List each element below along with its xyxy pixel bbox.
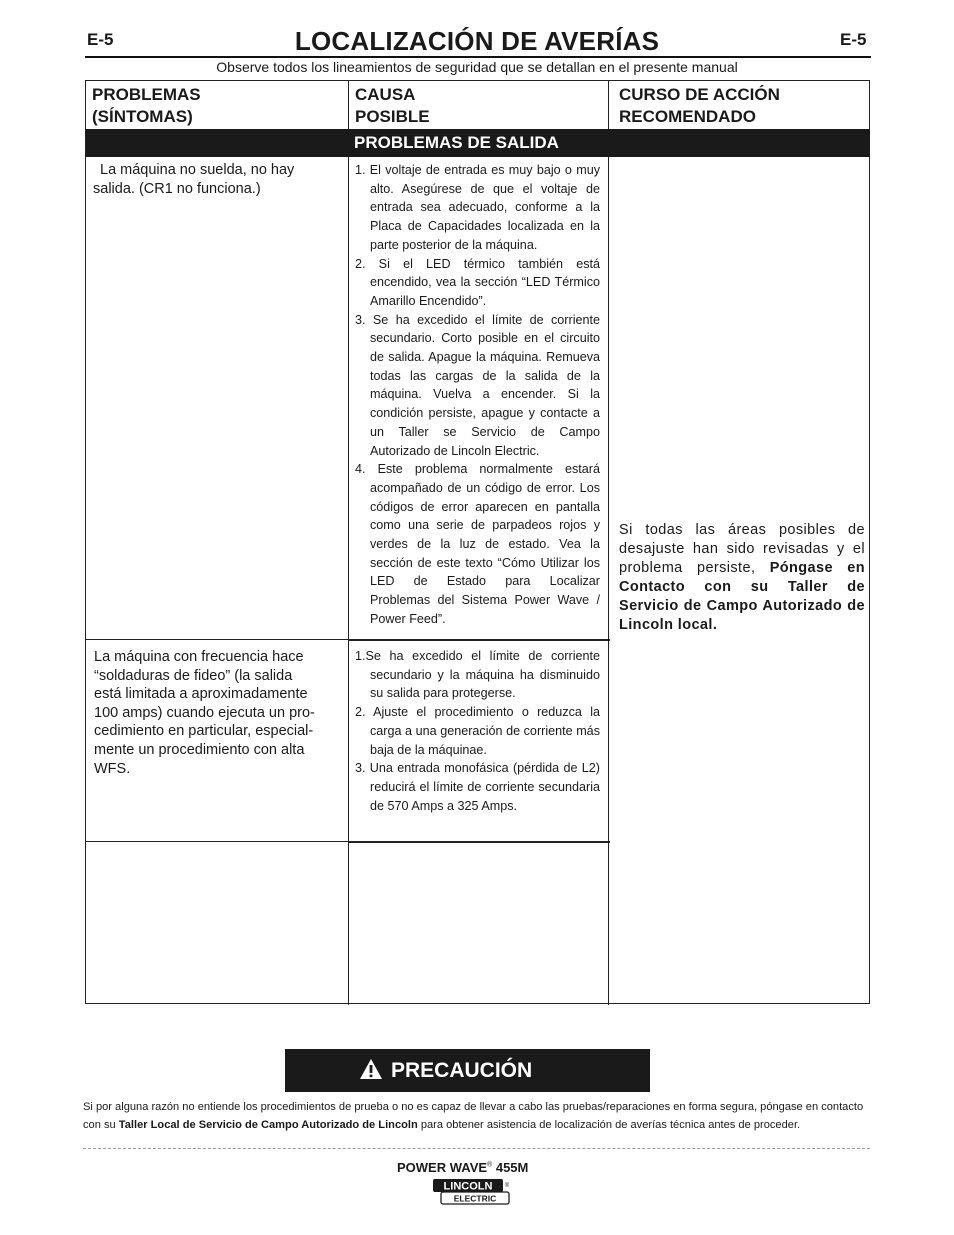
row-2-symptom-line: WFS. xyxy=(94,760,131,777)
row-2-symptom-line: mente un procedimiento con alta xyxy=(94,741,305,758)
caution-text-part: para obtener asistencia de localización de averías técnica antes de proceder. xyxy=(417,1118,801,1131)
footer-divider xyxy=(83,1148,870,1149)
action-text: Si todas las áreas posibles de desajuste han sido revisadas y el problema persiste, xyxy=(619,522,865,576)
section-label: PROBLEMAS DE SALIDA xyxy=(354,133,559,152)
row-2-symptom-line: La máquina con frecuencia hace xyxy=(94,649,304,665)
product-brand: POWER WAVE xyxy=(397,1160,488,1175)
column-header-cause-line1: CAUSA xyxy=(355,85,416,104)
row-1-symptom xyxy=(93,161,340,198)
product-name xyxy=(397,1160,528,1175)
row-2-causes xyxy=(353,647,600,815)
column-header-problems-line2: (SÍNTOMAS) xyxy=(92,107,193,126)
caution-text-bold: Taller Local de Servicio de Campo Autorizado de Lincoln xyxy=(118,1118,418,1131)
row-divider xyxy=(348,841,610,843)
page-title: LOCALIZACIÓN DE AVERÍAS xyxy=(294,26,660,56)
header-rule xyxy=(85,56,871,58)
registered-mark: ® xyxy=(487,1161,493,1169)
cause-item: 2. Ajuste el procedimiento o reduzca la carga a una generación de corriente más baja de la máquinae. xyxy=(355,705,600,757)
cause-item: 1. El voltaje de entrada es muy bajo o muy alto. Asegúrese de que el voltaje de entrada sea adecuado, conforme a la Placa de Capacidades localizada en la parte posterior de la máquina. xyxy=(355,163,600,252)
logo-registered-mark: ® xyxy=(504,1183,510,1189)
caution-label: PRECAUCIÓN xyxy=(391,1059,533,1082)
column-header-action xyxy=(619,84,780,128)
logo-top-text: LINCOLN xyxy=(443,1180,493,1193)
cause-item: 3. Se ha excedido el límite de corriente secundario. Corto posible en el circuito de salida. Apague la máquina. Remueva todas las cargas de la salida de la máquina. Vuelva a encender. Si la condición persiste, apague y contacte a un Taller se Servicio de Campo Autorizado de Lincoln Electric. xyxy=(355,312,600,458)
row-divider xyxy=(86,841,349,842)
row-2-symptom xyxy=(94,648,342,778)
column-header-cause xyxy=(355,84,430,128)
row-1-symptom-line: La máquina no suelda, no hay xyxy=(100,162,295,178)
column-divider-1 xyxy=(348,81,349,1005)
cause-item: 4. Este problema normalmente estará acompañado de un código de error. Los códigos de error aparecen en pantalla como una serie de parpadeos rojos y verdes de la luz de estado. Vea la sección de este texto “Cómo Utilizar los LED de Estado para Localizar Problemas del Sistema Power Wave / Power Feed”. xyxy=(355,462,600,626)
row-2-symptom-line: está limitada a aproximadamente xyxy=(94,686,308,703)
column-header-action-line1: CURSO DE ACCIÓN xyxy=(619,85,780,104)
action-text-bold: Póngase en Contacto con su Taller de Servicio de Campo Autorizado de Lincoln local. xyxy=(619,560,865,633)
caution-text xyxy=(83,1099,871,1134)
troubleshooting-table xyxy=(85,80,870,1004)
page-code-right: E-5 xyxy=(840,30,867,49)
lincoln-electric-logo xyxy=(432,1178,512,1208)
row-divider xyxy=(348,639,610,641)
recommended-action xyxy=(619,521,865,635)
column-header-problems-line1: PROBLEMAS xyxy=(92,85,201,104)
row-1-symptom-line: salida. (CR1 no funciona.) xyxy=(93,180,261,197)
safety-note: Observe todos los lineamientos de seguridad que se detallan en el presente manual xyxy=(216,59,738,75)
row-1-causes xyxy=(353,161,600,629)
column-header-problems xyxy=(92,84,201,128)
row-2-symptom-line: “soldaduras de fideo” (la salida xyxy=(94,667,293,684)
product-model: 455M xyxy=(495,1160,529,1175)
column-header-cause-line2: POSIBLE xyxy=(355,107,430,126)
cause-item: 1.Se ha excedido el límite de corriente secundario y la máquina ha disminuido su salida para protegerse. xyxy=(355,649,600,701)
row-2-symptom-line: 100 amps) cuando ejecuta un pro- xyxy=(94,704,315,721)
cause-item: 3. Una entrada monofásica (pérdida de L2) reducirá el límite de corriente secundaria de 570 Amps a 325 Amps. xyxy=(355,761,600,813)
warning-icon xyxy=(359,1058,383,1080)
page-code-left: E-5 xyxy=(87,30,114,49)
column-header-action-line2: RECOMENDADO xyxy=(619,107,756,126)
row-divider xyxy=(86,639,349,640)
cause-item: 2. Si el LED térmico también está encendido, vea la sección “LED Térmico Amarillo Encendido”. xyxy=(355,256,600,308)
logo-bottom-text: ELECTRIC xyxy=(453,1193,497,1204)
caution-banner xyxy=(285,1049,650,1092)
column-divider-2 xyxy=(608,81,609,1005)
section-bar xyxy=(86,129,870,157)
caution-text-part: Si por alguna razón no entiende los procedimientos de prueba o no es capaz de llevar a cabo las pruebas/reparaciones en forma segura, póngase en contacto con su xyxy=(83,1101,864,1131)
row-2-symptom-line: cedimiento en particular, especial- xyxy=(94,723,314,740)
